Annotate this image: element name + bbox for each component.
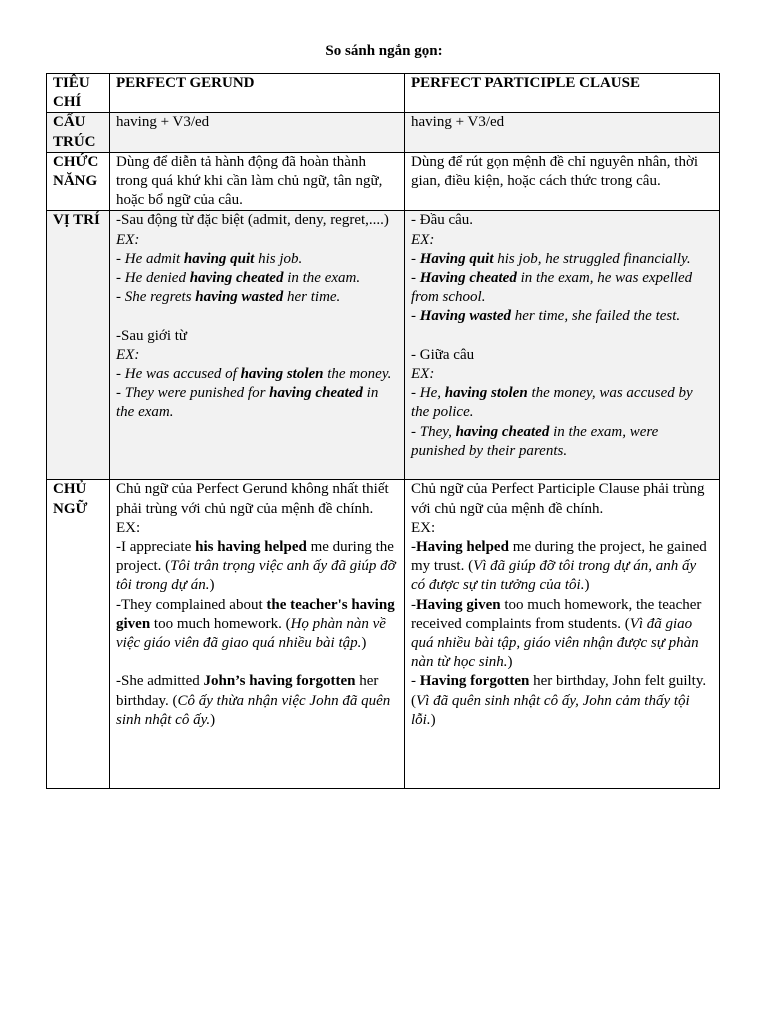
participle-pos-example: - Having cheated in the exam, he was expelled from school.	[411, 270, 693, 306]
structure-label-line1: CẤU	[53, 114, 86, 131]
header-row	[47, 74, 720, 113]
gerund-structure-cell: having + V3/ed	[110, 113, 405, 152]
participle-pos-example: - Having quit his job, he struggled financially.	[411, 250, 691, 267]
gerund-pos-example: - He admit having quit his job.	[116, 250, 303, 267]
participle-pos-example: - Having wasted her time, she failed the test.	[411, 308, 681, 325]
participle-subject-ex-label: EX:	[411, 519, 436, 536]
gerund-position-cell	[110, 211, 405, 480]
blank-line	[116, 307, 398, 326]
subject-label-line2: NGỮ	[53, 500, 88, 517]
structure-row	[47, 113, 720, 152]
structure-label-line2: TRÚC	[53, 133, 96, 150]
gerund-pos-intro-1: -Sau động từ đặc biệt (admit, deny, regret,....)	[116, 212, 389, 229]
participle-subject-example: -Having helped me during the project, he gained my trust. (Vì đã giúp đỡ tôi trong dự án, anh ấy có được sự tin tưởng của tôi.)	[411, 539, 707, 594]
gerund-subject-example: -They complained about the teacher's having given too much homework. (Họ phàn nàn về việc giáo viên đã giao quá nhiều bài tập.)	[116, 596, 395, 652]
gerund-pos-example: - He was accused of having stolen the money.	[116, 366, 392, 383]
participle-pos-example: - He, having stolen the money, was accused by the police.	[411, 385, 693, 421]
participle-position-cell	[405, 211, 720, 480]
participle-pos-ex-label-2: EX:	[411, 366, 435, 383]
participle-structure-cell: having + V3/ed	[405, 113, 720, 152]
gerund-pos-ex-label-2: EX:	[116, 346, 140, 363]
gerund-pos-example: - She regrets having wasted her time.	[116, 289, 341, 306]
criteria-header-cell	[47, 74, 110, 113]
position-row	[47, 211, 720, 480]
participle-pos-intro-2: - Giữa câu	[411, 346, 475, 363]
gerund-subject-example: -She admitted John’s having forgotten her birthday. (Cô ấy thừa nhận việc John đã quên sinh nhật cô ấy.)	[116, 673, 391, 728]
gerund-header-cell: PERFECT GERUND	[110, 74, 405, 113]
page-title: So sánh ngắn gọn:	[325, 43, 443, 59]
participle-subject-example: -Having given too much homework, the teacher received complaints from students. (Vì đã giao quá nhiều bài tập, giáo viên nhận được sự phàn nàn từ học sinh.)	[411, 596, 702, 671]
function-label-cell	[47, 152, 110, 211]
participle-subject-cell	[405, 480, 720, 789]
gerund-pos-ex-label-1: EX:	[116, 231, 140, 248]
gerund-subject-cell	[110, 480, 405, 789]
gerund-subject-example: -I appreciate his having helped me during the project. (Tôi trân trọng việc anh ấy đã giúp đỡ tôi trong dự án.)	[116, 539, 396, 594]
gerund-subject-ex-label: EX:	[116, 519, 141, 536]
subject-label-line1: CHỦ	[53, 481, 87, 498]
gerund-pos-example: - He denied having cheated in the exam.	[116, 270, 361, 287]
participle-subject-example: - Having forgotten her birthday, John felt guilty. (Vì đã quên sinh nhật cô ấy, John cảm thấy tội lỗi.)	[411, 673, 707, 728]
structure-label-cell	[47, 113, 110, 152]
subject-row	[47, 480, 720, 789]
gerund-pos-example: - They were punished for having cheated in the exam.	[116, 385, 379, 421]
criteria-header-line1: TIÊU	[53, 75, 90, 91]
gerund-pos-intro-2: -Sau giới từ	[116, 327, 188, 344]
participle-function-cell: Dùng để rút gọn mệnh đề chỉ nguyên nhân, thời gian, điều kiện, hoặc cách thức trong câu.	[405, 152, 720, 211]
participle-subject-intro: Chủ ngữ của Perfect Participle Clause phải trùng với chủ ngữ của mệnh đề chính.	[411, 481, 705, 517]
participle-pos-ex-label-1: EX:	[411, 231, 435, 248]
criteria-header-line2: CHÍ	[53, 94, 82, 111]
function-row	[47, 152, 720, 211]
participle-pos-intro-1: - Đầu câu.	[411, 212, 474, 229]
blank-line	[411, 327, 713, 346]
position-label-cell: VỊ TRÍ	[47, 211, 110, 480]
participle-pos-example: - They, having cheated in the exam, were punished by their parents.	[411, 423, 659, 459]
comparison-table	[46, 73, 720, 789]
participle-header-cell: PERFECT PARTICIPLE CLAUSE	[405, 74, 720, 113]
gerund-subject-intro: Chủ ngữ của Perfect Gerund không nhất thiết phải trùng với chủ ngữ của mệnh đề chính.	[116, 481, 389, 517]
blank-line	[116, 653, 398, 672]
gerund-function-cell: Dùng để diễn tả hành động đã hoàn thành trong quá khứ khi cần làm chủ ngữ, tân ngữ, hoặc bổ ngữ của câu.	[110, 152, 405, 211]
function-label-line1: CHỨC	[53, 153, 99, 170]
subject-label-cell	[47, 480, 110, 789]
function-label-line2: NĂNG	[53, 173, 98, 190]
